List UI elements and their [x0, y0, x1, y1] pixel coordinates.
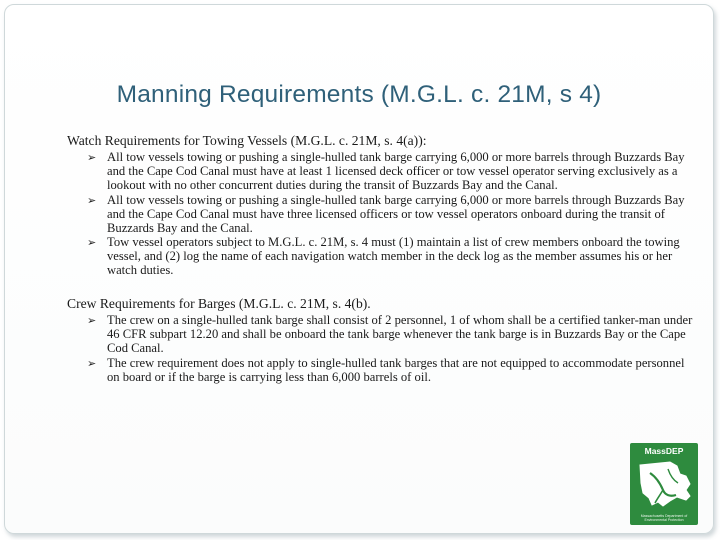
crew-requirements-list: [67, 314, 697, 385]
list-item: [85, 357, 697, 385]
section-heading-crew: Crew Requirements for Barges (M.G.L. c. 21M, s. 4(b).: [67, 296, 371, 312]
arrow-bullet-icon: ➢: [87, 236, 97, 250]
slide-title: Manning Requirements (M.G.L. c. 21M, s 4): [116, 81, 602, 108]
list-item-text: The crew on a single-hulled tank barge shall consist of 2 personnel, 1 of whom shall be a certified tanker-man under 46 CFR subpart 12.20 and shall be onboard the tank barge whenever the tank barge is in Buzzards Bay or the Cape Cod Canal.: [107, 313, 693, 355]
slide-frame: [4, 4, 714, 534]
arrow-bullet-icon: ➢: [87, 356, 97, 370]
logo-text: MassDEP: [644, 446, 684, 456]
section-heading-watch: Watch Requirements for Towing Vessels (M.G.L. c. 21M, s. 4(a)):: [67, 133, 427, 148]
list-item: [85, 151, 697, 193]
list-item: [85, 236, 697, 278]
list-item-text: All tow vessels towing or pushing a single-hulled tank barge carrying 6,000 or more barrels through Buzzards Bay and the Cape Cod Canal must have at least 1 licensed deck officer or tow vessel operator serving exclusively as a lookout with no other concurrent duties during the transit of Buzzards Bay and the Canal.: [107, 150, 685, 192]
massdep-logo: [630, 443, 698, 525]
watch-requirements-list: [67, 151, 697, 278]
arrow-bullet-icon: ➢: [87, 151, 97, 164]
list-item: [85, 194, 697, 236]
list-item-text: The crew requirement does not apply to single-hulled tank barges that are not equipped to accommodate personnel on board or if the barge is carrying less than 6,000 barrels of oil.: [107, 355, 685, 384]
arrow-bullet-icon: ➢: [87, 314, 97, 328]
list-item: [85, 314, 697, 356]
logo-caption: Massachusetts Department of Environmental Protection: [640, 514, 688, 522]
list-item-text: All tow vessels towing or pushing a single-hulled tank barge carrying 6,000 or more barrels through Buzzards Bay and the Cape Cod Canal must have three licensed officers or tow vessel operators onboard during the transit of Buzzards Bay and the Canal.: [107, 192, 685, 235]
list-item-text: Tow vessel operators subject to M.G.L. c. 21M, s. 4 must (1) maintain a list of crew members onboard the towing vessel, and (2) log the name of each navigation watch member in the deck log as the member assumes his or her watch duties.: [107, 235, 680, 278]
arrow-bullet-icon: ➢: [87, 193, 97, 207]
slide-content: [67, 133, 697, 386]
